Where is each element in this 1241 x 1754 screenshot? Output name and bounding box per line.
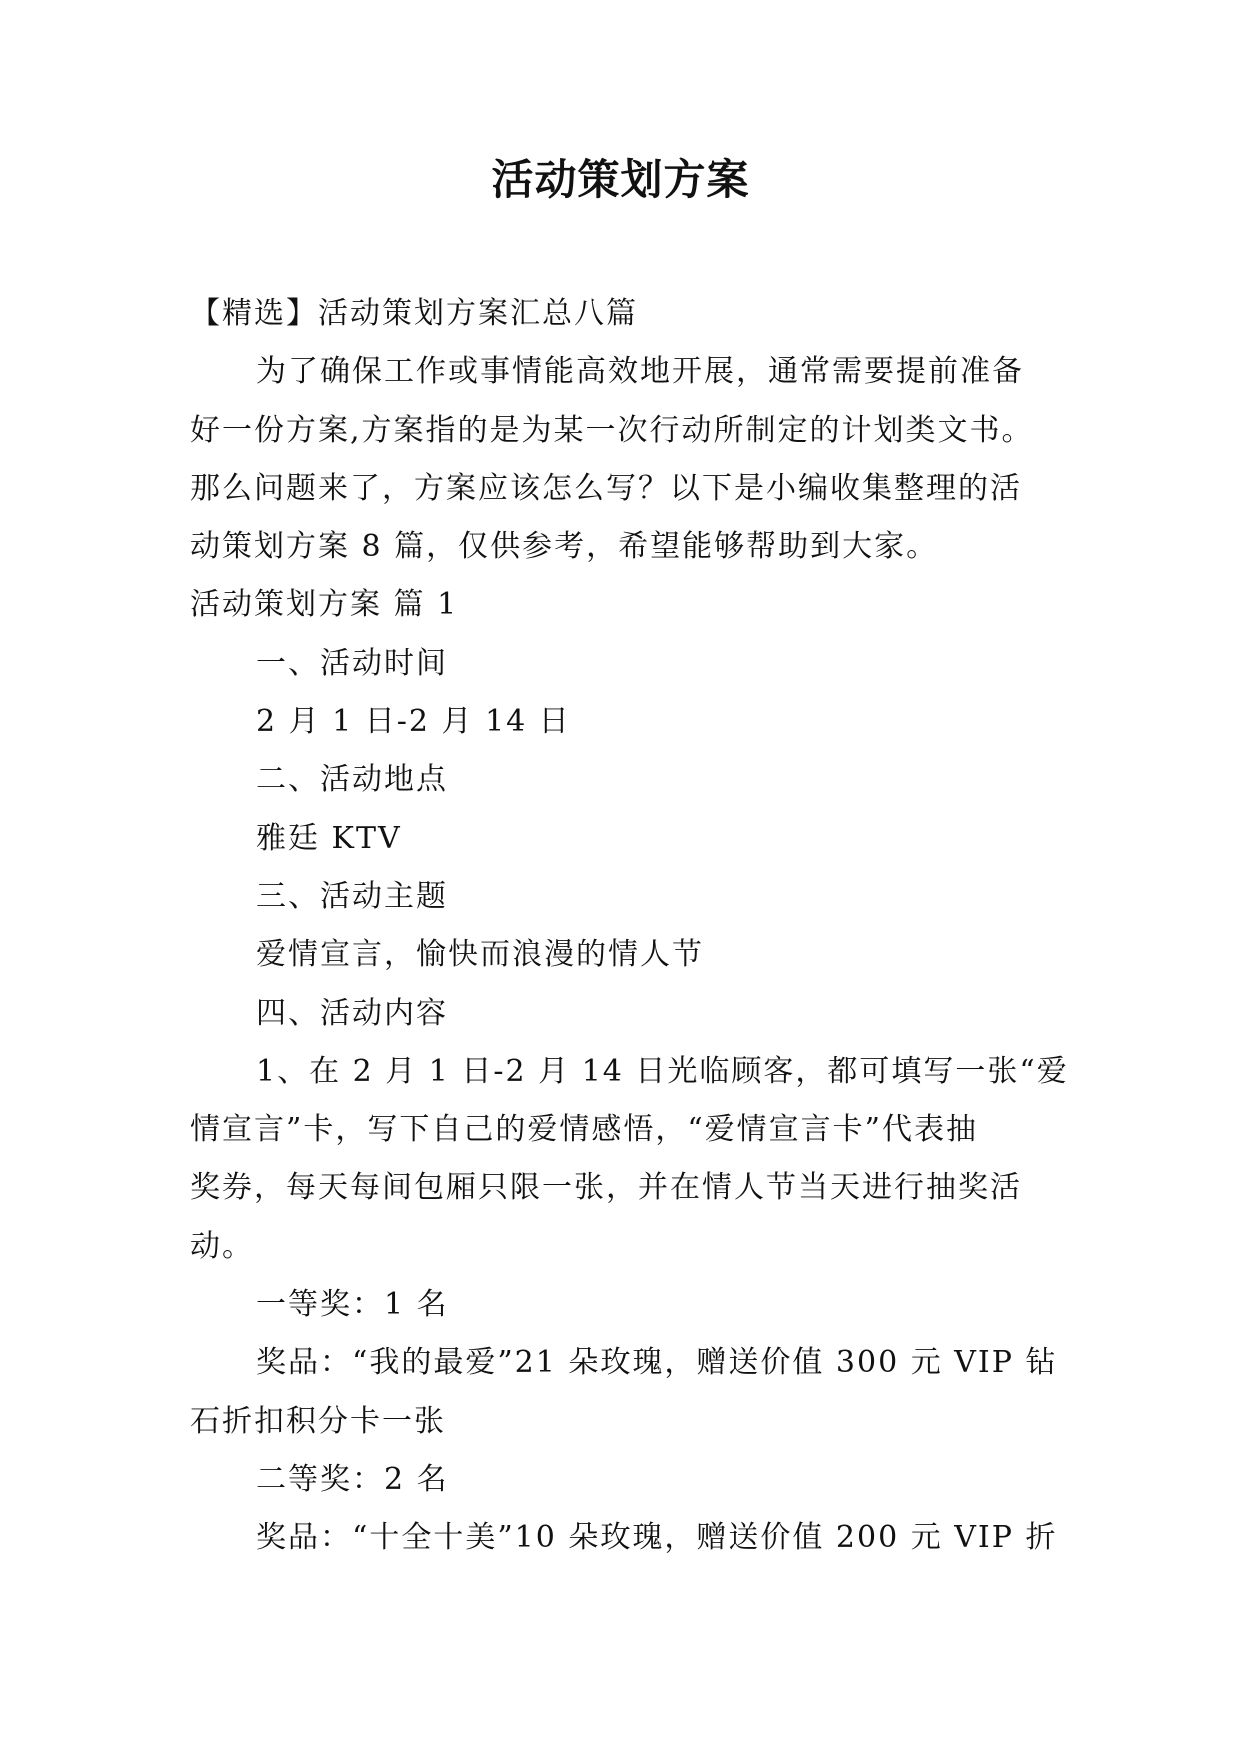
time-value: 2 月 1 日-2 月 14 日 [256,704,571,740]
content-line: 1、在 2 月 1 日-2 月 14 日光临顾客，都可填写一张“爱 [256,1053,1069,1089]
intro-line: 为了确保工作或事情能高效地开展，通常需要提前准备 [256,354,1024,390]
first-prize-detail-line: 奖品：“我的最爱”21 朵玫瑰，赠送价值 300 元 VIP 钻 [256,1345,1058,1381]
intro-line: 好一份方案,方案指的是为某一次行动所制定的计划类文书。 [190,412,1034,448]
place-heading: 二、活动地点 [256,762,448,798]
theme-value: 爱情宣言，愉快而浪漫的情人节 [256,937,704,973]
section-heading: 活动策划方案 篇 1 [190,587,459,623]
second-prize-detail-line: 奖品：“十全十美”10 朵玫瑰，赠送价值 200 元 VIP 折 [256,1520,1058,1556]
place-value: 雅廷 KTV [256,820,402,856]
intro-line: 那么问题来了，方案应该怎么写？以下是小编收集整理的活 [190,470,1022,506]
document-body [190,285,1069,1568]
theme-heading: 三、活动主题 [256,878,448,914]
second-prize-heading: 二等奖：2 名 [256,1461,449,1497]
content-line: 奖券，每天每间包厢只限一张，并在情人节当天进行抽奖活 [190,1170,1022,1206]
content-heading: 四、活动内容 [256,995,448,1031]
content-line: 情宣言”卡，写下自己的爱情感悟，“爱情宣言卡”代表抽 [190,1112,979,1148]
intro-line: 动策划方案 8 篇，仅供参考，希望能够帮助到大家。 [190,529,939,565]
subtitle-line: 【精选】活动策划方案汇总八篇 [190,296,638,331]
time-heading: 一、活动时间 [256,645,448,681]
document-title: 活动策划方案 [491,155,750,204]
first-prize-detail-line: 石折扣积分卡一张 [190,1403,446,1439]
content-line: 动。 [190,1228,254,1264]
first-prize-heading: 一等奖：1 名 [256,1287,449,1323]
